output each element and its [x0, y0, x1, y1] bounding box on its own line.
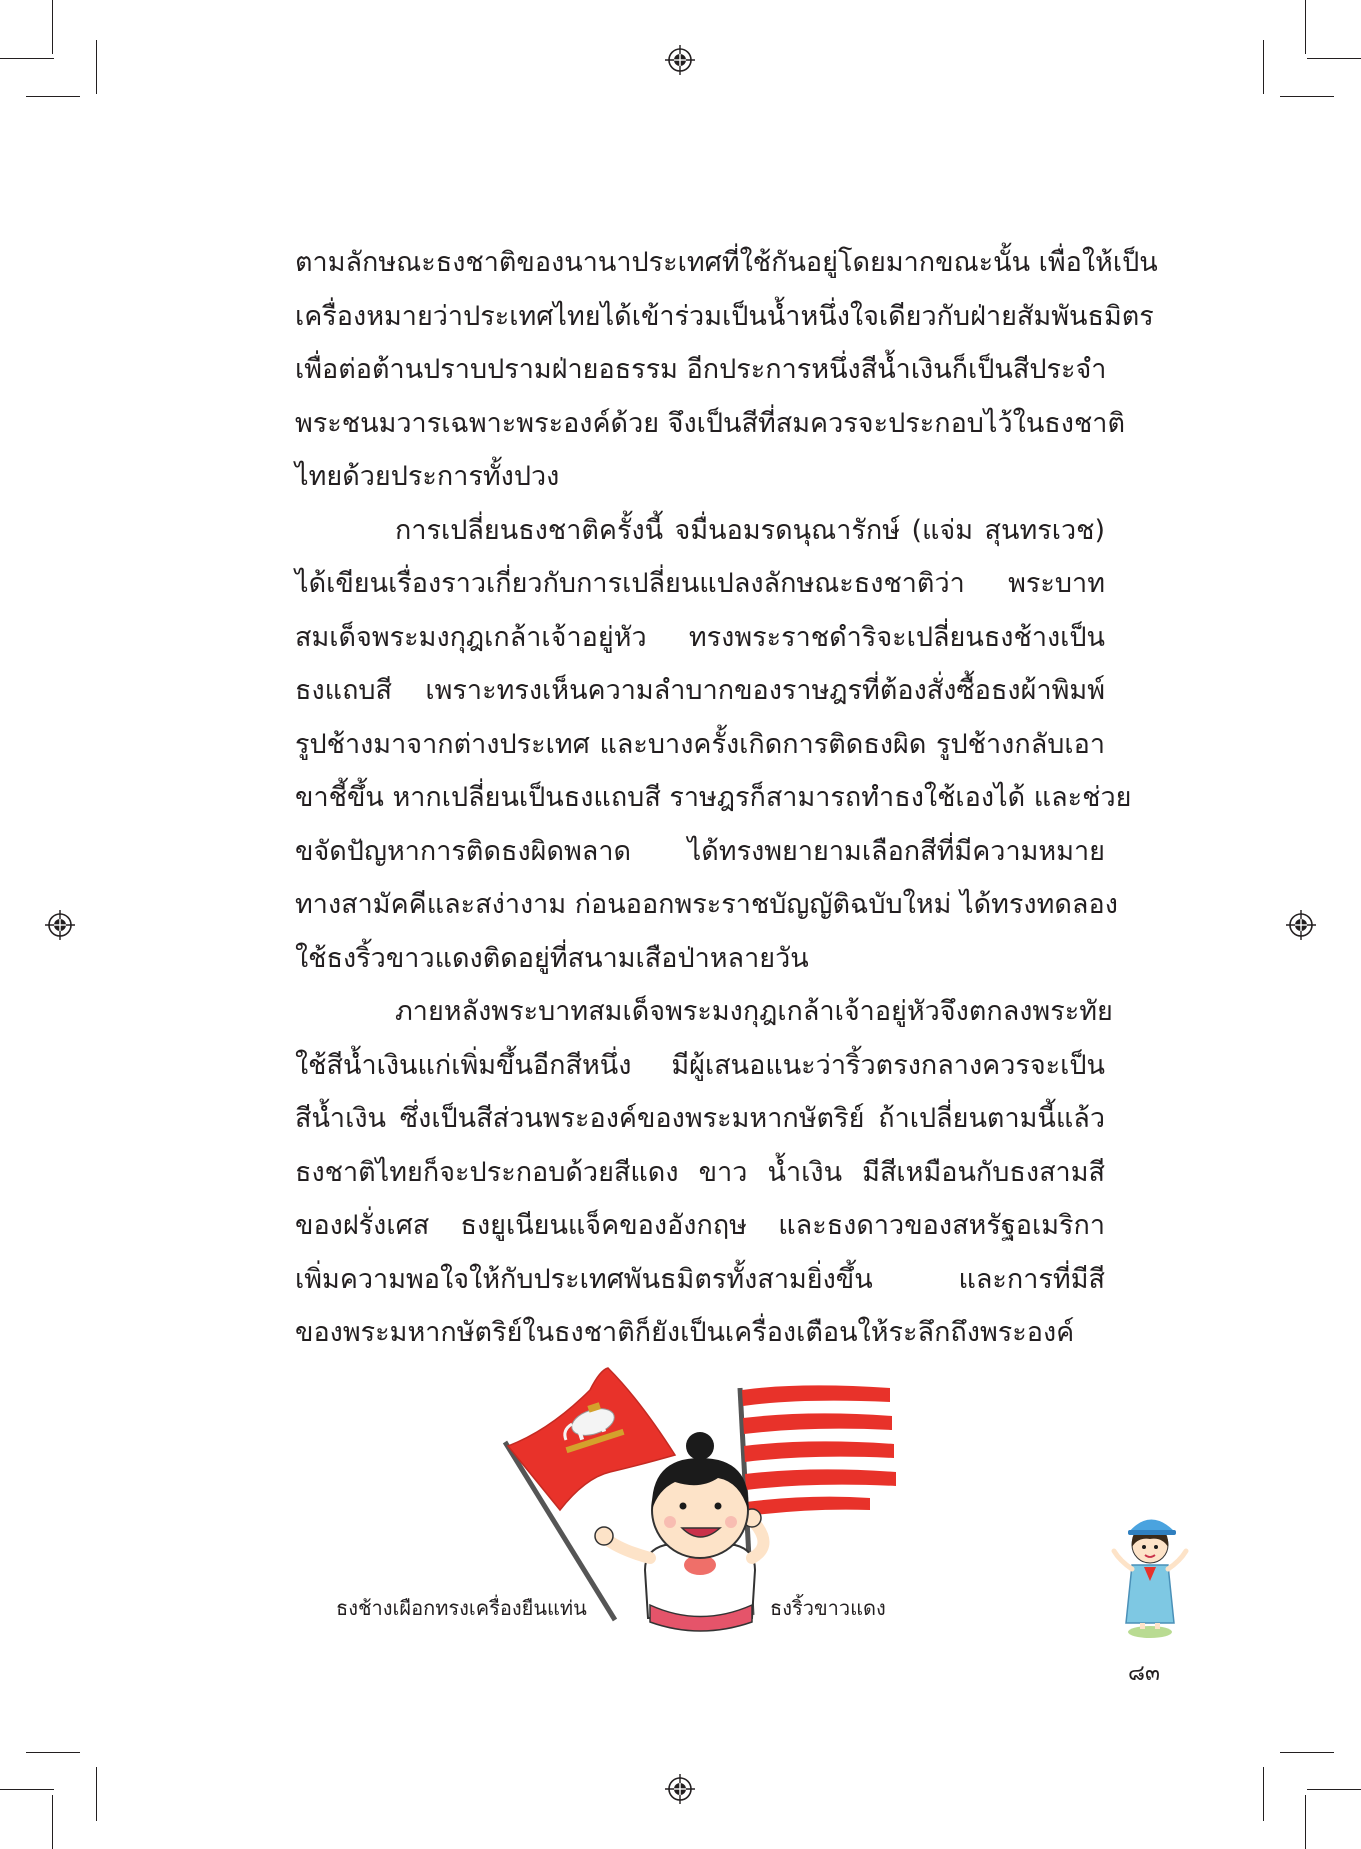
crop-mark-icon	[1307, 1789, 1361, 1790]
crop-mark-icon	[52, 0, 53, 54]
paragraph-1	[295, 236, 1158, 504]
text-line: ภายหลังพระบาทสมเด็จพระมงกุฎเกล้าเจ้าอยู่หัวจึงตกลงพระทัย	[395, 996, 1113, 1027]
caption-elephant-flag: ธงช้างเผือกทรงเครื่องยืนแท่น	[336, 1596, 587, 1620]
text-line: สีน้ำเงิน ซึ่งเป็นสีส่วนพระองค์ของพระมหากษัตริย์ ถ้าเปลี่ยนตามนี้แล้ว	[295, 1103, 1105, 1134]
crop-mark-icon	[26, 96, 80, 97]
crop-mark-icon	[0, 58, 54, 59]
caption-striped-flag: ธงริ้วขาวแดง	[770, 1596, 886, 1620]
scout-girl-mascot-icon	[1110, 1505, 1190, 1640]
text-line: พระชนมวารเฉพาะพระองค์ด้วย จึงเป็นสีที่สมควรจะประกอบไว้ในธงชาติ	[295, 407, 1125, 439]
crop-mark-icon	[1307, 58, 1361, 59]
text-line: ได้เขียนเรื่องราวเกี่ยวกับการเปลี่ยนแปลงลักษณะธงชาติว่า พระบาท	[295, 568, 1105, 599]
page-number: ๘๓	[1128, 1661, 1161, 1686]
text-line: ใช้สีน้ำเงินแก่เพิ่มขึ้นอีกสีหนึ่ง มีผู้เสนอแนะว่าริ้วตรงกลางควรจะเป็น	[295, 1049, 1105, 1081]
text-line: ไทยด้วยประการทั้งปวง	[295, 461, 560, 492]
registration-mark-icon	[665, 1774, 695, 1804]
registration-mark-icon	[665, 45, 695, 75]
text-line: ใช้ธงริ้วขาวแดงติดอยู่ที่สนามเสือป่าหลายวัน	[295, 942, 809, 974]
crop-mark-icon	[1305, 1795, 1306, 1849]
text-line: เครื่องหมายว่าประเทศไทยได้เข้าร่วมเป็นน้ำหนึ่งใจเดียวกับฝ่ายสัมพันธมิตร	[295, 300, 1154, 332]
text-line: ตามลักษณะธงชาติของนานาประเทศที่ใช้กันอยู่โดยมากขณะนั้น เพื่อให้เป็น	[295, 247, 1158, 278]
text-line: สมเด็จพระมงกุฎเกล้าเจ้าอยู่หัว ทรงพระราชดำริจะเปลี่ยนธงช้างเป็น	[295, 621, 1105, 653]
text-line: ธงชาติไทยก็จะประกอบด้วยสีแดง ขาว น้ำเงิน มีสีเหมือนกับธงสามสี	[295, 1156, 1105, 1188]
crop-mark-icon	[26, 1752, 80, 1753]
text-line: ขาชี้ขึ้น หากเปลี่ยนเป็นธงแถบสี ราษฎรก็สามารถทำธงใช้เองได้ และช่วย	[295, 782, 1132, 813]
crop-mark-icon	[96, 40, 97, 94]
crop-mark-icon	[96, 1767, 97, 1821]
crop-mark-icon	[1280, 96, 1334, 97]
text-line: ทางสามัคคีและสง่างาม ก่อนออกพระราชบัญญัติฉบับใหม่ ได้ทรงทดลอง	[295, 889, 1118, 920]
text-line: ธงแถบสี เพราะทรงเห็นความลำบากของราษฎรที่ต้องสั่งซื้อธงผ้าพิมพ์	[295, 675, 1105, 706]
crop-mark-icon	[1305, 0, 1306, 54]
crop-mark-icon	[0, 1789, 54, 1790]
child-hair-bun	[686, 1432, 714, 1460]
text-line: ของพระมหากษัตริย์ในธงชาติก็ยังเป็นเครื่องเตือนให้ระลึกถึงพระองค์	[295, 1317, 1075, 1348]
text-line: รูปช้างมาจากต่างประเทศ และบางครั้งเกิดการติดธงผิด รูปช้างกลับเอา	[295, 728, 1105, 760]
registration-mark-icon	[1286, 910, 1316, 940]
crop-mark-icon	[1263, 40, 1264, 94]
crop-mark-icon	[1280, 1752, 1334, 1753]
body-text	[295, 236, 1158, 1360]
paragraph-3	[295, 985, 1113, 1360]
text-line: ขจัดปัญหาการติดธงผิดพลาด ได้ทรงพยายามเลือกสีที่มีความหมาย	[295, 835, 1105, 867]
registration-mark-icon	[45, 910, 75, 940]
text-line: ของฝรั่งเศส ธงยูเนียนแจ็คของอังกฤษ และธงดาวของสหรัฐอเมริกา	[295, 1210, 1105, 1241]
text-line: เพื่อต่อต้านปราบปรามฝ่ายอธรรม อีกประการหนึ่งสีน้ำเงินก็เป็นสีประจำ	[295, 354, 1107, 385]
striped-flag-icon	[742, 1385, 896, 1516]
paragraph-2	[295, 504, 1132, 986]
text-line: การเปลี่ยนธงชาติครั้งนี้ จมื่นอมรดนุณารักษ์ (แจ่ม สุนทรเวช)	[395, 514, 1105, 546]
crop-mark-icon	[1263, 1767, 1264, 1821]
crop-mark-icon	[52, 1795, 53, 1849]
text-line: เพิ่มความพอใจให้กับประเทศพันธมิตรทั้งสามยิ่งขึ้น และการที่มีสี	[295, 1263, 1105, 1295]
